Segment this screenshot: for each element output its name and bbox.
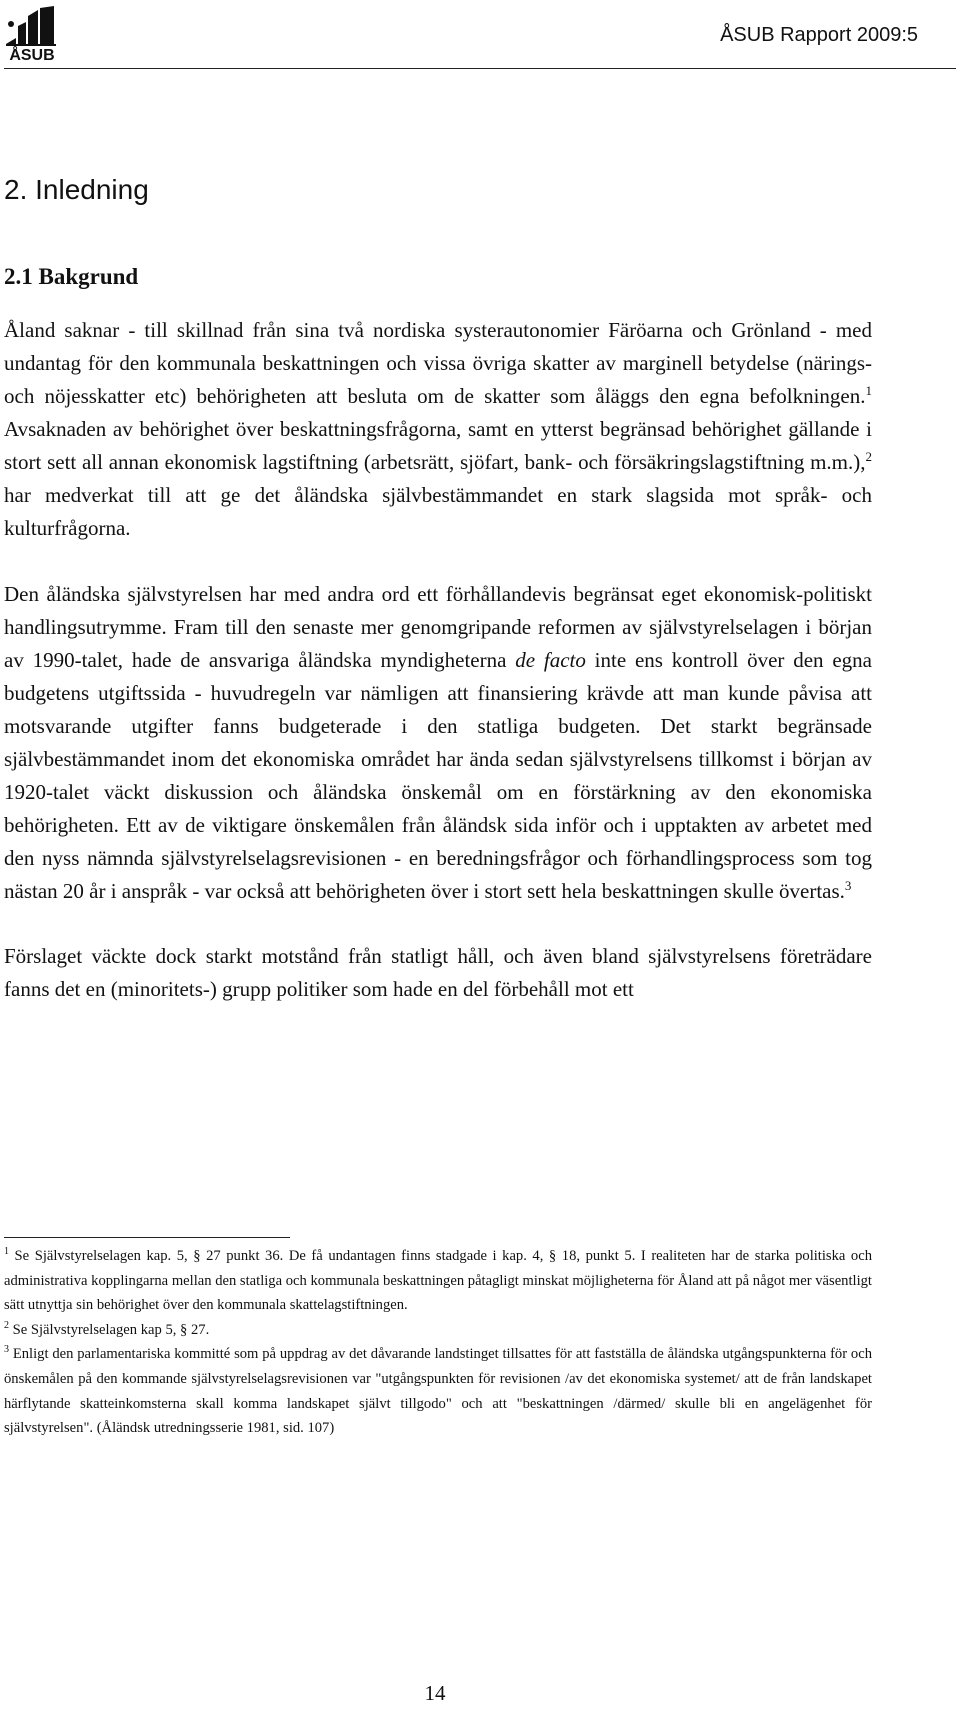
- paragraph-1: [4, 314, 872, 545]
- footnote-text: Se Självstyrelselagen kap. 5, § 27 punkt 36. De få undantagen finns stadgade i kap. 4, § 18, punkt 5. I realiteten har de starka politiska och administrativa kopplingarna mellan den statliga och kommunala beskattningen påtagligt minskat möjligheterna för Åland att på något mer väsentligt sätt utnyttja sin behörighet över den kommunala skattelagstiftningen.: [4, 1248, 872, 1314]
- asub-logo: [4, 4, 60, 62]
- footnote-ref-2[interactable]: 2: [865, 449, 872, 464]
- footnote-number: 2: [4, 1319, 9, 1331]
- svg-text:ÅSUB: ÅSUB: [9, 47, 55, 62]
- section-heading: 2.1 Bakgrund: [4, 264, 139, 289]
- page-number: 14: [424, 1681, 446, 1705]
- footnote-number: 3: [4, 1344, 9, 1356]
- page-header: [4, 4, 956, 70]
- footnote-ref-1[interactable]: 1: [865, 383, 872, 398]
- footnotes: [4, 1244, 872, 1441]
- footnote-1: [4, 1244, 872, 1318]
- paragraph-2: [4, 578, 872, 908]
- header-rule: [4, 68, 956, 69]
- paragraph-1-text-b: Avsaknaden av behörighet över beskattningsfrågorna, samt en ytterst begränsad behörighet gällande i stort sett all annan ekonomisk lagstiftning (arbetsrätt, sjöfart, bank- och försäkringslagstiftning m.m.),: [4, 417, 872, 474]
- chapter-heading: 2. Inledning: [4, 174, 149, 205]
- italic-term: de facto: [515, 648, 586, 672]
- footnote-text: Se Självstyrelselagen kap 5, § 27.: [9, 1321, 210, 1338]
- paragraph-1-text-c: har medverkat till att ge det åländska självbestämmandet en stark slagsida mot språk- och kulturfrågorna.: [4, 483, 872, 540]
- paragraph-3: Förslaget väckte dock starkt motstånd från statligt håll, och även bland självstyrelsens företrädare fanns det en (minoritets-) grupp politiker som hade en del förbehåll mot ett: [4, 944, 872, 1001]
- body-text: [4, 314, 872, 1006]
- footnote-separator: [4, 1237, 290, 1238]
- paragraph-2-text-a: Den åländska självstyrelsen har med andra ord ett förhållandevis begränsat eget ekonomisk-politiskt handlingsutrymme. Fram till den senaste mer genomgripande reformen av självstyrelselagen i början av 1990-talet, hade de ansvariga åländska myndigheterna: [4, 582, 872, 672]
- footnote-3: [4, 1342, 872, 1440]
- footnote-text: Enligt den parlamentariska kommitté som på uppdrag av det dåvarande landstinget tillsattes för att fastställa de åländska utgångspunkterna för och önskemålen på den kommande självstyrelselagsrevisionen var "utgångspunkten för revisionen /av det ekonomiska systemet/ att de från landskapet härflytande skatteinkomsterna skall komma landskapet självt tillgodo" och att "beskattningen /därmed/ skulle bli en angelägenhet för självstyrelsen". (Åländsk utredningsserie 1981, sid. 107): [4, 1346, 872, 1437]
- footnote-ref-3[interactable]: 3: [844, 878, 852, 893]
- paragraph-2-text-b: inte ens kontroll över den egna budgetens utgiftssida - huvudregeln var nämligen att finansiering krävde att man kunde påvisa att motsvarande utgifter fanns budgeterade i den statliga budgeten. Det starkt begränsade självbestämmandet inom det ekonomiska området har ända sedan självstyrelsens tillkomst i början av 1920-talet väckt diskussion och åländska önskemål om en förstärkning av den ekonomiska behörigheten. Ett av de viktigare önskemålen från åländsk sida inför och i upptakten av arbetet med den nyss nämnda självstyrelselagsrevisionen - en beredningsfrågor och förhandlingsprocess som tog nästan 20 år i anspråk - var också att behörigheten över i stort sett hela beskattningen skulle övertas.: [4, 648, 872, 903]
- footnote-number: 1: [4, 1246, 9, 1258]
- report-title: ÅSUB Rapport 2009:5: [720, 24, 918, 46]
- paragraph-1-text-a: Åland saknar - till skillnad från sina två nordiska systerautonomier Färöarna och Grönland - med undantag för den kommunala beskattningen och vissa övriga skatter av marginell betydelse (närings- och nöjesskatter etc) behörigheten att besluta om de skatter som åläggs den egna befolkningen.: [4, 318, 872, 408]
- footnote-2: [4, 1318, 872, 1343]
